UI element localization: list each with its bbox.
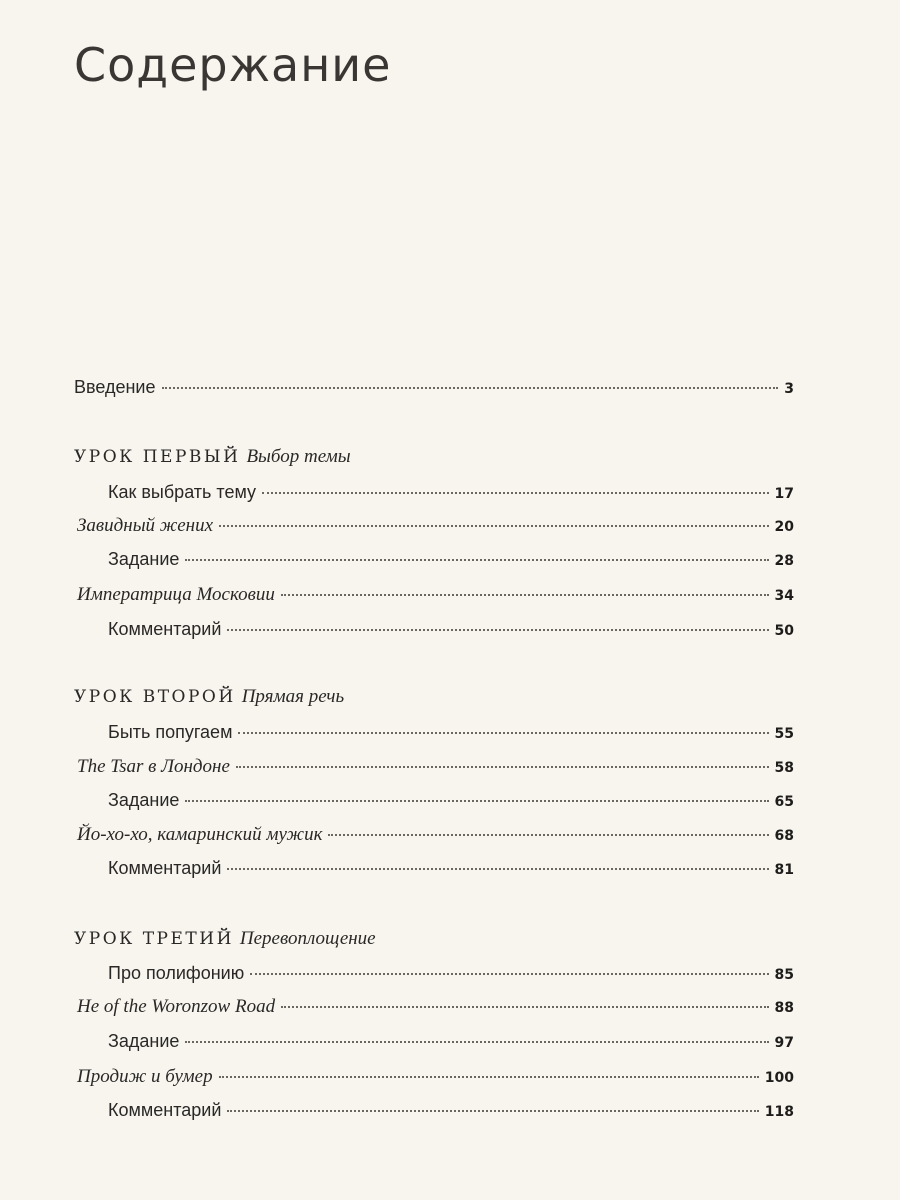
toc-entry-label: Задание (108, 790, 180, 810)
toc-entry[interactable] (77, 756, 794, 782)
toc-page-number: 34 (774, 588, 794, 604)
toc-entry-label: Комментарий (108, 619, 222, 639)
dot-leader (328, 834, 768, 836)
dot-leader (281, 1006, 768, 1008)
toc-page-number: 97 (774, 1035, 794, 1051)
toc-entry-label: The Tsar в Лондоне (77, 756, 230, 777)
lesson-heading-2 (74, 686, 344, 708)
lesson-heading-3 (74, 928, 376, 950)
toc-entry[interactable] (77, 824, 794, 850)
toc-entry[interactable] (77, 996, 794, 1022)
dot-leader (219, 1076, 759, 1078)
dot-leader (262, 492, 768, 494)
dot-leader (227, 868, 768, 870)
toc-page-number: 81 (774, 862, 794, 878)
lesson-name: УРОК ПЕРВЫЙ (74, 447, 241, 467)
lesson-subtitle: Прямая речь (241, 686, 345, 707)
dot-leader (238, 732, 768, 734)
toc-entry[interactable] (108, 722, 794, 748)
dot-leader (281, 594, 769, 596)
toc-entry[interactable] (77, 515, 794, 541)
toc-page-number: 118 (764, 1104, 794, 1120)
lesson-name: УРОК ВТОРОЙ (74, 687, 236, 707)
dot-leader (185, 800, 768, 802)
toc-page-number: 3 (784, 381, 794, 397)
toc-entry-label: Как выбрать тему (108, 482, 257, 502)
toc-entry-label: Комментарий (108, 1100, 222, 1120)
toc-entry-intro[interactable] (74, 377, 794, 403)
toc-page-number: 58 (774, 760, 794, 776)
toc-entry-label: He of the Woronzow Road (77, 996, 276, 1017)
toc-entry-label: Задание (108, 1031, 180, 1051)
toc-entry-label: Императрица Московии (77, 584, 275, 605)
toc-entry[interactable] (108, 549, 794, 575)
toc-page-number: 85 (774, 967, 794, 983)
toc-page-number: 28 (774, 553, 794, 569)
toc-entry[interactable] (77, 584, 794, 610)
toc-entry-label: Введение (74, 377, 156, 397)
toc-page-number: 55 (774, 726, 794, 742)
dot-leader (227, 1110, 758, 1112)
lesson-name: УРОК ТРЕТИЙ (74, 929, 234, 949)
toc-entry[interactable] (77, 1066, 794, 1092)
toc-page-number: 65 (774, 794, 794, 810)
dot-leader (250, 973, 768, 975)
lesson-heading-1 (74, 446, 351, 468)
toc-page-number: 20 (774, 519, 794, 535)
dot-leader (185, 1041, 768, 1043)
toc-entry-label: Быть попугаем (108, 722, 233, 742)
dot-leader (219, 525, 768, 527)
toc-entry[interactable] (108, 963, 794, 989)
toc-entry[interactable] (108, 1100, 794, 1126)
dot-leader (185, 559, 768, 561)
page-title: Содержание (74, 38, 392, 92)
toc-entry-label: Комментарий (108, 858, 222, 878)
toc-entry[interactable] (108, 482, 794, 508)
toc-entry-label: Завидный жених (77, 515, 214, 536)
toc-entry[interactable] (108, 858, 794, 884)
toc-page-number: 100 (764, 1070, 794, 1086)
toc-entry[interactable] (108, 1031, 794, 1057)
toc-entry[interactable] (108, 619, 794, 645)
toc-page-number: 68 (774, 828, 794, 844)
toc-entry-label: Продиж и бумер (77, 1066, 213, 1087)
toc-page-number: 88 (774, 1000, 794, 1016)
toc-entry-label: Задание (108, 549, 180, 569)
lesson-subtitle: Перевоплощение (239, 928, 376, 949)
toc-entry-label: Йо-хо-хо, камаринский мужик (77, 824, 323, 845)
toc-page-number: 17 (774, 486, 794, 502)
toc-entry-label: Про полифонию (108, 963, 245, 983)
dot-leader (236, 766, 769, 768)
toc-page-number: 50 (774, 623, 794, 639)
dot-leader (162, 387, 779, 389)
toc-entry[interactable] (108, 790, 794, 816)
dot-leader (227, 629, 768, 631)
lesson-subtitle: Выбор темы (246, 446, 351, 467)
